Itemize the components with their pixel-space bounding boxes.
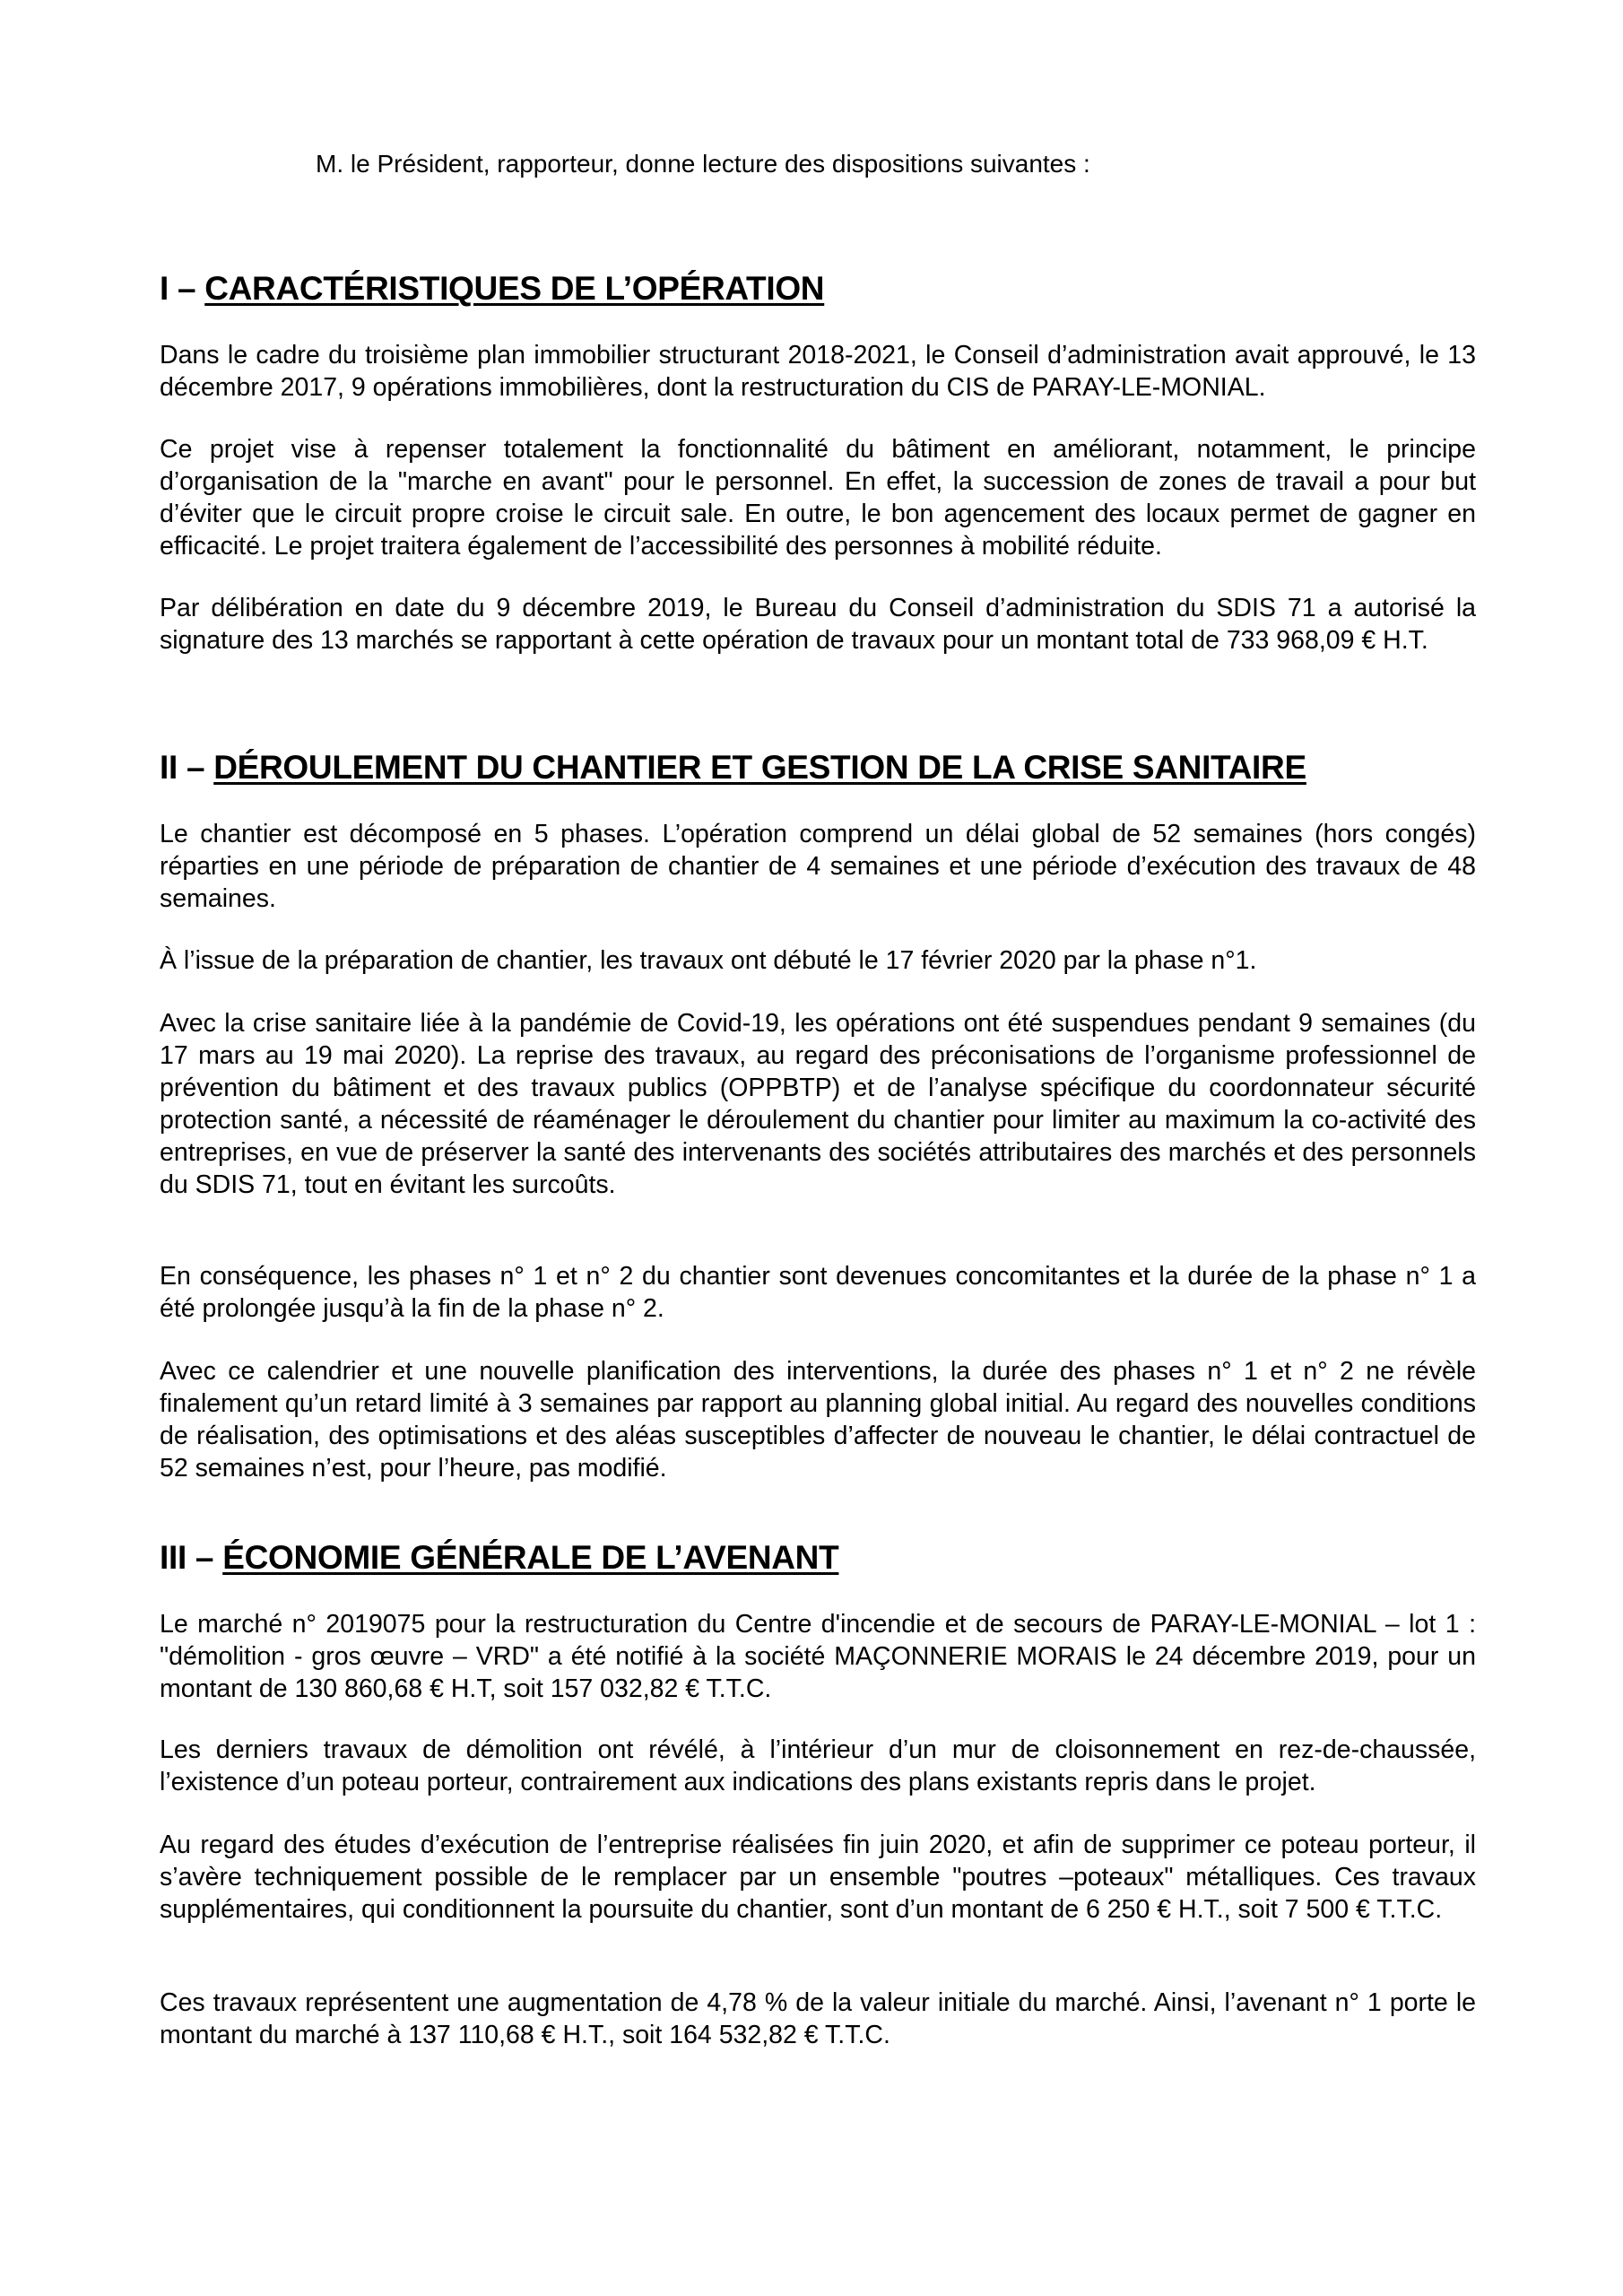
paragraph: Par délibération en date du 9 décembre 2019, le Bureau du Conseil d’administration du SDIS 71 a autorisé la signature des 13 marchés se rapportant à cette opération de travaux pour un montant total de 733 968,09 € H.T. — [160, 594, 1476, 655]
paragraph: Ce projet vise à repenser totalement la fonctionnalité du bâtiment en améliorant, notamment, le principe d’organisation de la "marche en avant" pour le personnel. En effet, la succession de zones de travail a pour but d’éviter que le circuit propre croise le circuit sale. En outre, le bon agencement des locaux permet de gagner en efficacité. Le projet traitera également de l’accessibilité des personnes à mobilité réduite. — [160, 435, 1476, 561]
section-heading-2 — [160, 748, 1469, 787]
paragraph: Le marché n° 2019075 pour la restructuration du Centre d'incendie et de secours de PARAY-LE-MONIAL – lot 1 : "démolition - gros œuvre – VRD" a été notifié à la société MAÇONNERIE MORAIS le 24 décembre 2019, pour un montant de 130 860,68 € H.T, soit 157 032,82 € T.T.C. — [160, 1610, 1476, 1703]
paragraph: Au regard des études d’exécution de l’entreprise réalisées fin juin 2020, et afin de supprimer ce poteau porteur, il s’avère techniquement possible de le remplacer par un ensemble "poutres –poteaux" métalliques. Ces travaux supplémentaires, qui conditionnent la poursuite du chantier, sont d’un montant de 6 250 € H.T., soit 7 500 € T.T.C. — [160, 1831, 1476, 1924]
paragraph: Les derniers travaux de démolition ont révélé, à l’intérieur d’un mur de cloisonnement en rez-de-chaussée, l’existence d’un poteau porteur, contrairement aux indications des plans existants repris dans le projet. — [160, 1735, 1476, 1796]
intro-line: M. le Président, rapporteur, donne lecture des dispositions suivantes : — [316, 150, 1090, 178]
section-number: I – — [160, 270, 205, 307]
paragraph: En conséquence, les phases n° 1 et n° 2 du chantier sont devenues concomitantes et la durée de la phase n° 1 a été prolongée jusqu’à la fin de la phase n° 2. — [160, 1262, 1476, 1323]
section-title: CARACTÉRISTIQUES DE L’OPÉRATION — [204, 270, 825, 307]
section-heading-1 — [160, 269, 1469, 309]
section-title: DÉROULEMENT DU CHANTIER ET GESTION DE LA CRISE SANITAIRE — [213, 749, 1306, 786]
paragraph: Ces travaux représentent une augmentation de 4,78 % de la valeur initiale du marché. Ainsi, l’avenant n° 1 porte le montant du marché à 137 110,68 € H.T., soit 164 532,82 € T.T.C. — [160, 1988, 1476, 2049]
section-number: III – — [160, 1539, 223, 1576]
paragraph: Avec la crise sanitaire liée à la pandémie de Covid-19, les opérations ont été suspendues pendant 9 semaines (du 17 mars au 19 mai 2020). La reprise des travaux, au regard des préconisations de l’organisme professionnel de prévention du bâtiment et des travaux publics (OPPBTP) et de l’analyse spécifique du coordonnateur sécurité protection santé, a nécessité de réaménager le déroulement du chantier pour limiter au maximum la co-activité des entreprises, en vue de préserver la santé des intervenants des sociétés attributaires des marchés et des personnels du SDIS 71, tout en évitant les surcoûts. — [160, 1009, 1476, 1199]
paragraph: Avec ce calendrier et une nouvelle planification des interventions, la durée des phases n° 1 et n° 2 ne révèle finalement qu’un retard limité à 3 semaines par rapport au planning global initial. Au regard des nouvelles conditions de réalisation, des optimisations et des aléas susceptibles d’affecter de nouveau le chantier, le délai contractuel de 52 semaines n’est, pour l’heure, pas modifié. — [160, 1357, 1476, 1483]
paragraph: Dans le cadre du troisième plan immobilier structurant 2018-2021, le Conseil d’administration avait approuvé, le 13 décembre 2017, 9 opérations immobilières, dont la restructuration du CIS de PARAY-LE-MONIAL. — [160, 341, 1476, 402]
section-heading-3 — [160, 1538, 1469, 1578]
section-title: ÉCONOMIE GÉNÉRALE DE L’AVENANT — [222, 1539, 839, 1576]
paragraph: À l’issue de la préparation de chantier, les travaux ont débuté le 17 février 2020 par la phase n°1. — [160, 946, 1257, 975]
section-number: II – — [160, 749, 214, 786]
paragraph: Le chantier est décomposé en 5 phases. L’opération comprend un délai global de 52 semaines (hors congés) réparties en une période de préparation de chantier de 4 semaines et une période d’exécution des travaux de 48 semaines. — [160, 820, 1476, 913]
